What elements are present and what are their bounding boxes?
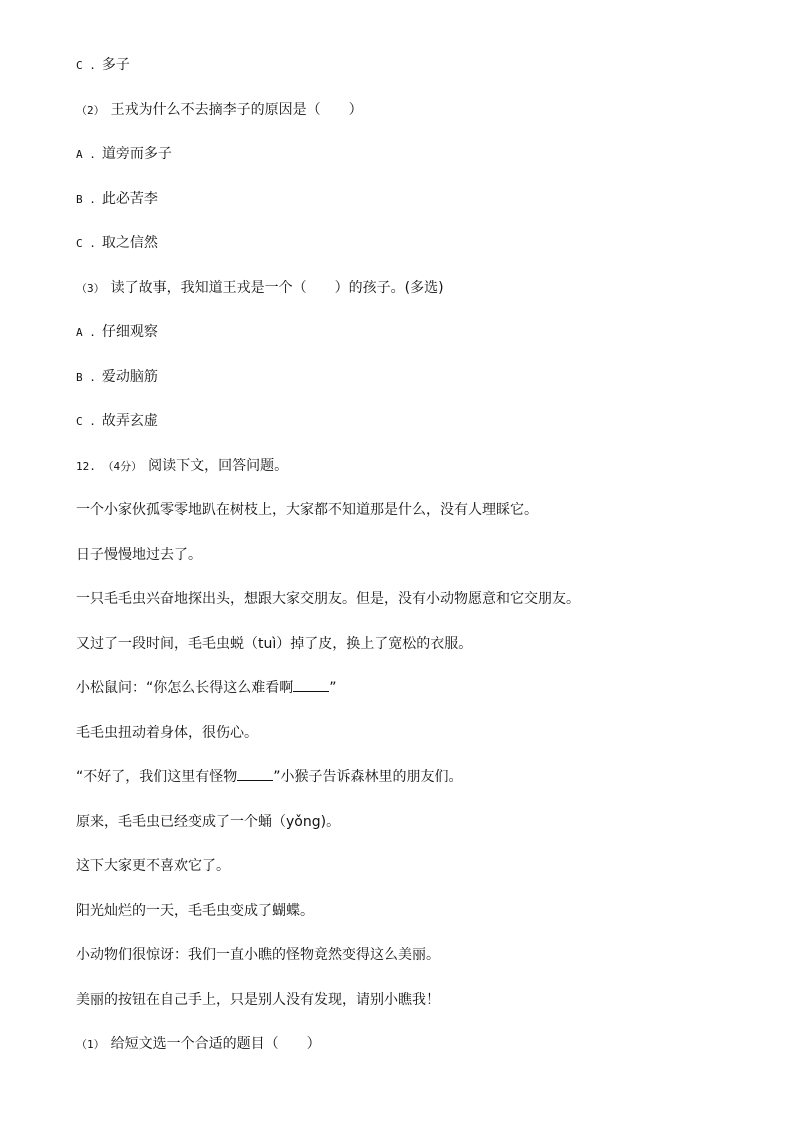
option-line bbox=[76, 412, 158, 431]
question-text: 阅读下文，回答问题。 bbox=[148, 458, 289, 474]
option-line bbox=[76, 145, 172, 164]
question-text: 读了故事，我知道王戎是一个（ ）的孩子。(多选) bbox=[110, 280, 444, 296]
option-text: 取之信然 bbox=[101, 235, 158, 251]
question-text: 王戎为什么不去摘李子的原因是（ ） bbox=[110, 102, 363, 118]
question-number: 12. （4分） bbox=[76, 460, 143, 473]
passage-paragraph: 小动物们很惊讶：我们一直小瞧的怪物竟然变得这么美丽。 bbox=[76, 947, 440, 963]
passage-paragraph bbox=[76, 768, 463, 786]
option-letter: B . bbox=[76, 371, 96, 384]
passage-paragraph: 又过了一段时间，毛毛虫蜕（tuì）掉了皮，换上了宽松的衣服。 bbox=[76, 636, 473, 652]
text-before-blank: 小松鼠问：“你怎么长得这么难看啊 bbox=[76, 680, 294, 696]
option-letter: C . bbox=[76, 415, 96, 428]
question-line bbox=[76, 1035, 321, 1054]
option-letter: C . bbox=[76, 237, 96, 250]
passage-paragraph: 一只毛毛虫兴奋地探出头，想跟大家交朋友。但是，没有小动物愿意和它交朋友。 bbox=[76, 591, 580, 607]
text-after-blank: ” bbox=[329, 680, 337, 696]
option-text: 爱动脑筋 bbox=[101, 369, 158, 385]
option-text: 多子 bbox=[101, 57, 130, 73]
question-number: （2） bbox=[76, 104, 105, 117]
passage-paragraph: 这下大家更不喜欢它了。 bbox=[76, 858, 230, 874]
passage-paragraph: 一个小家伙孤零零地趴在树枝上，大家都不知道那是什么，没有人理睬它。 bbox=[76, 502, 538, 518]
option-line bbox=[76, 368, 158, 387]
passage-paragraph: 毛毛虫扭动着身体，很伤心。 bbox=[76, 725, 258, 741]
option-letter: B . bbox=[76, 193, 96, 206]
question-line bbox=[76, 279, 444, 298]
option-letter: C . bbox=[76, 59, 96, 72]
text-before-blank: “不好了，我们这里有怪物 bbox=[76, 769, 238, 785]
passage-paragraph: 阳光灿烂的一天，毛毛虫变成了蝴蝶。 bbox=[76, 903, 314, 919]
passage-paragraph bbox=[76, 679, 337, 697]
option-text: 故弄玄虚 bbox=[101, 413, 158, 429]
fill-blank bbox=[237, 768, 273, 781]
question-line bbox=[76, 101, 363, 120]
text-after-blank: ”小猴子告诉森林里的朋友们。 bbox=[273, 769, 463, 785]
fill-blank bbox=[293, 679, 329, 692]
option-text: 道旁而多子 bbox=[101, 146, 172, 162]
option-line bbox=[76, 56, 130, 75]
option-line bbox=[76, 323, 158, 342]
question-line bbox=[76, 457, 288, 476]
passage-paragraph: 美丽的按钮在自己手上，只是别人没有发现，请别小瞧我！ bbox=[76, 992, 440, 1008]
question-number: （3） bbox=[76, 282, 105, 295]
option-line bbox=[76, 234, 158, 253]
passage-paragraph: 原来，毛毛虫已经变成了一个蛹（yǒng)。 bbox=[76, 814, 341, 830]
question-number: （1） bbox=[76, 1038, 105, 1051]
option-text: 此必苦李 bbox=[101, 191, 158, 207]
option-text: 仔细观察 bbox=[101, 324, 158, 340]
question-text: 给短文选一个合适的题目（ ） bbox=[110, 1036, 321, 1052]
option-letter: A . bbox=[76, 326, 96, 339]
option-letter: A . bbox=[76, 148, 96, 161]
option-line bbox=[76, 190, 158, 209]
passage-paragraph: 日子慢慢地过去了。 bbox=[76, 547, 202, 563]
